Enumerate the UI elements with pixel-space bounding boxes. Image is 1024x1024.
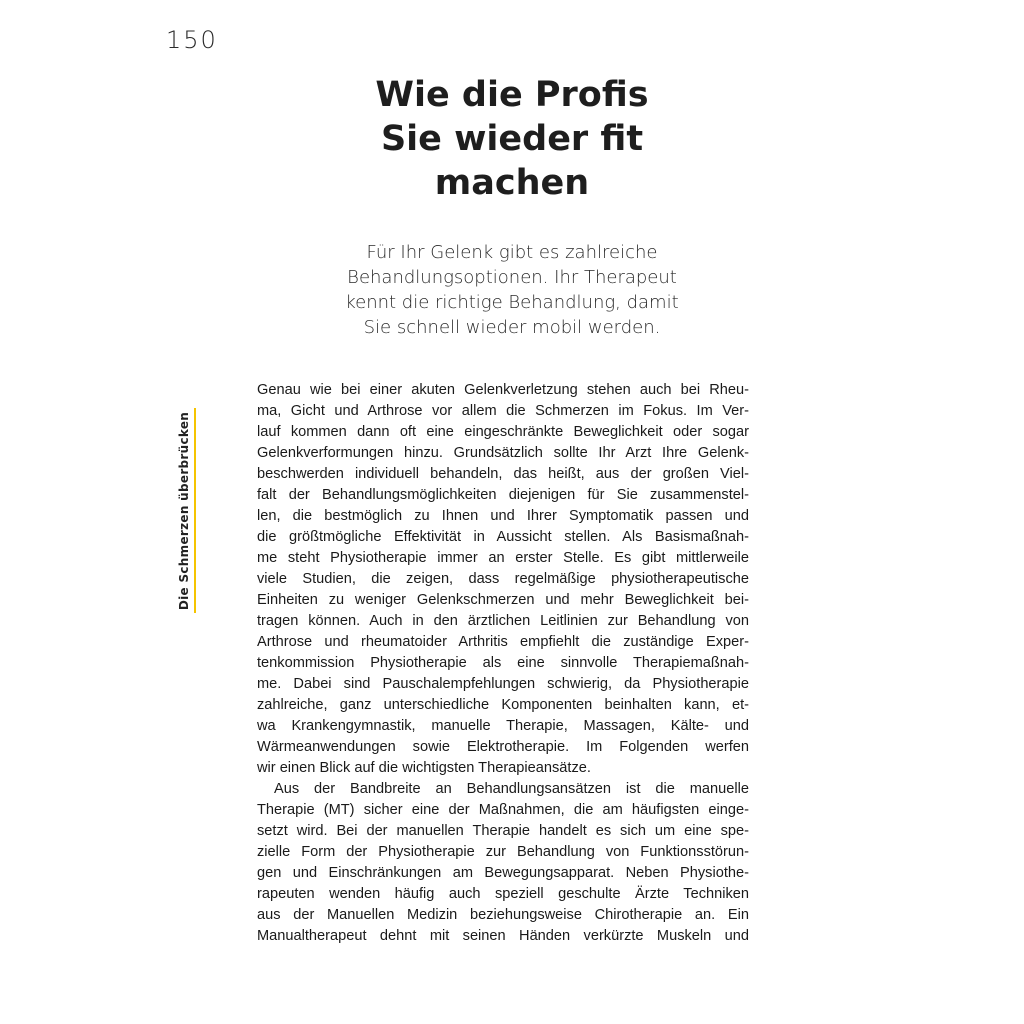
body-line: wir einen Blick auf die wichtigsten Therapieansätze. [257,760,591,776]
body-line: falt der Behandlungsmöglichkeiten diejenigen für Sie zusammenstel- [257,487,749,503]
body-line: Arthrose und rheumatoider Arthritis empfiehlt die zuständige Exper- [257,634,749,650]
body-line: viele Studien, die zeigen, dass regelmäßige physiotherapeutische [257,571,749,587]
subtitle-line: kennt die richtige Behandlung, damit [345,292,679,313]
body-line: lauf kommen dann oft eine eingeschränkte Beweglichkeit oder sogar [257,424,749,440]
body-line: Einheiten zu weniger Gelenkschmerzen und mehr Beweglichkeit bei- [257,592,749,608]
body-line: Aus der Bandbreite an Behandlungsansätzen ist die manuelle [274,781,749,797]
body-line: Genau wie bei einer akuten Gelenkverletzung stehen auch bei Rheu- [257,382,749,398]
page-number: 150 [166,26,218,54]
body-line: gen und Einschränkungen am Bewegungsapparat. Neben Physiothe- [257,865,749,881]
title-line: Wie die Profis [375,75,649,115]
body-line: tenkommission Physiotherapie als eine sinnvolle Therapiemaßnah- [257,655,749,671]
title-line: machen [434,163,590,203]
article-subtitle [312,240,712,340]
article-title [312,73,712,205]
body-line: me. Dabei sind Pauschalempfehlungen schwierig, da Physiotherapie [257,676,749,692]
running-head-accent-bar [194,408,196,613]
body-line: zahlreiche, ganz unterschiedliche Komponenten beinhalten kann, et- [257,697,749,713]
body-line: Gelenkverformungen hinzu. Grundsätzlich sollte Ihr Arzt Ihre Gelenk- [257,445,749,461]
body-line: Manualtherapeut dehnt mit seinen Händen verkürzte Muskeln und [257,928,749,944]
body-line: len, die bestmöglich zu Ihnen und Ihrer Symptomatik passen und [257,508,749,524]
title-line: Sie wieder fit [380,119,644,159]
running-head-label: Die Schmerzen überbrücken [177,411,192,610]
body-line: zielle Form der Physiotherapie zur Behandlung von Funktionsstörun- [257,844,749,860]
body-line: rapeuten wenden häufig auch speziell geschulte Ärzte Techniken [257,886,749,902]
body-text [257,380,749,947]
body-line: wa Krankengymnastik, manuelle Therapie, Massagen, Kälte- und [257,718,749,734]
body-line: me steht Physiotherapie immer an erster Stelle. Es gibt mittlerweile [257,550,749,566]
body-line: beschwerden individuell behandeln, das heißt, aus der großen Viel- [257,466,749,482]
body-line: aus der Manuellen Medizin beziehungsweise Chirotherapie an. Ein [257,907,749,923]
running-head [172,408,196,613]
body-line: Therapie (MT) sicher eine der Maßnahmen, die am häufigsten einge- [257,802,749,818]
body-line: tragen können. Auch in den ärztlichen Leitlinien zur Behandlung von [257,613,749,629]
subtitle-line: Sie schnell wieder mobil werden. [363,317,661,338]
body-line: setzt wird. Bei der manuellen Therapie handelt es sich um eine spe- [257,823,749,839]
body-line: Wärmeanwendungen sowie Elektrotherapie. Im Folgenden werfen [257,739,749,755]
subtitle-line: Für Ihr Gelenk gibt es zahlreiche [366,242,658,263]
body-line: ma, Gicht und Arthrose vor allem die Schmerzen im Fokus. Im Ver- [257,403,749,419]
body-line: die größtmögliche Effektivität in Aussicht stellen. Als Basismaßnah- [257,529,749,545]
subtitle-line: Behandlungsoptionen. Ihr Therapeut [347,267,677,288]
